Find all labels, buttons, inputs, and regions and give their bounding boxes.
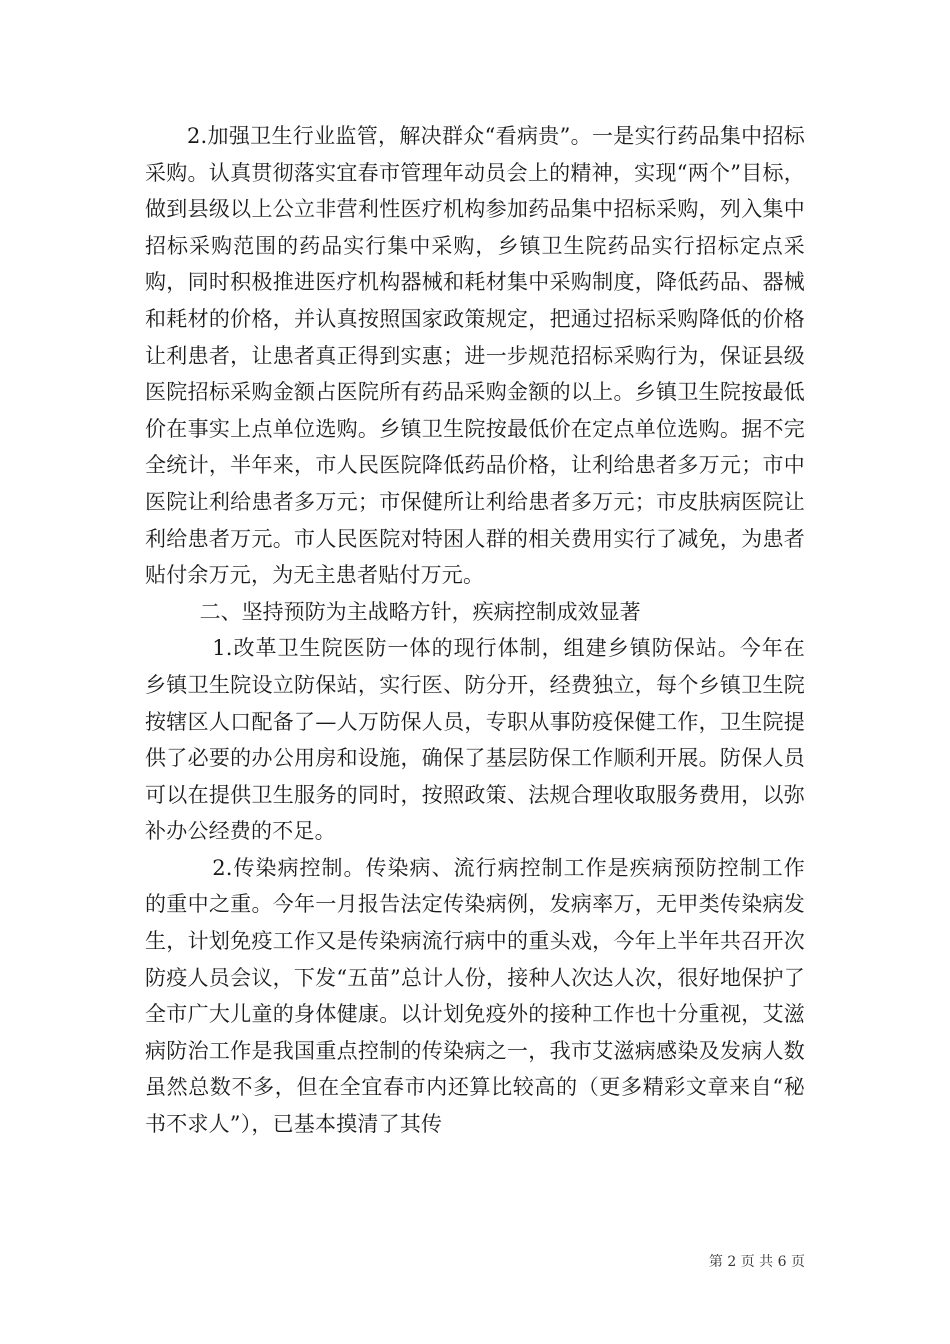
document-body — [145, 118, 805, 1143]
paragraph-prevention-station: 1.改革卫生院医防一体的现行体制，组建乡镇防保站。今年在乡镇卫生院设立防保站，实行医、防分开，经费独立，每个乡镇卫生院按辖区人口配备了—人万防保人员，专职从事防疫保健工作，卫生院提供了必要的办公用房和设施，确保了基层防保工作顺利开展。防保人员可以在提供卫生服务的同时，按照政策、法规合理收取服务费用，以弥补办公经费的不足。 — [145, 636, 805, 844]
paragraph-infectious-disease: 2.传染病控制。传染病、流行病控制工作是疾病预防控制工作的重中之重。今年一月报告法定传染病例，发病率万，无甲类传染病发生，计划免疫工作又是传染病流行病中的重头戏，今年上半年共召开次防疫人员会议，下发“五苗”总计人份，接种人次达人次，很好地保护了全市广大儿童的身体健康。以计划免疫外的接种工作也十分重视，艾滋病防治工作是我国重点控制的传染病之一，我市艾滋病感染及发病人数虽然总数不多，但在全宜春市内还算比较高的（更多精彩文章来自“秘书不求人”），已基本摸清了其传 — [145, 855, 805, 1137]
page-number-footer: 第 2 页 共 6 页 — [708, 1254, 805, 1270]
paragraph-drug-procurement: 2.加强卫生行业监管，解决群众“看病贵”。一是实行药品集中招标采购。认真贯彻落实宜春市管理年动员会上的精神，实现“两个”目标，做到县级以上公立非营利性医疗机构参加药品集中招标采购，列入集中招标采购范围的药品实行集中采购，乡镇卫生院药品实行招标定点采购，同时积极推进医疗机构器械和耗材集中采购制度，降低药品、器械和耗材的价格，并认真按照国家政策规定，把通过招标采购降低的价格让利患者，让患者真正得到实惠；进一步规范招标采购行为，保证县级医院招标采购金额占医院所有药品采购金额的以上。乡镇卫生院按最低价在事实上点单位选购。乡镇卫生院按最低价在定点单位选购。据不完全统计，半年来，市人民医院降低药品价格，让利给患者多万元；市中医院让利给患者多万元；市保健所让利给患者多万元；市皮肤病医院让利给患者万元。市人民医院对特困人群的相关费用实行了减免，为患者贴付余万元，为无主患者贴付万元。 — [145, 124, 805, 588]
section-heading-prevention: 二、坚持预防为主战略方针，疾病控制成效显著 — [199, 599, 641, 624]
